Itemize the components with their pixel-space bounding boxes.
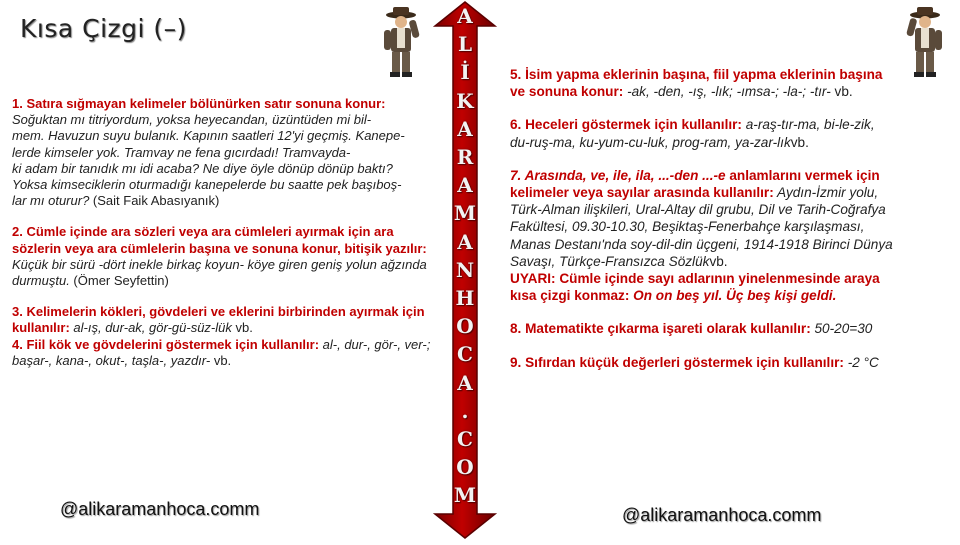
source-citation: (Sait Faik Abasıyanık) — [89, 193, 220, 209]
rule-4-tail: vb. — [210, 352, 232, 368]
warning-note — [510, 270, 898, 304]
example-line: lar mı oturur? — [12, 193, 90, 209]
vertical-letter: M — [453, 201, 477, 226]
rule-8 — [510, 320, 898, 337]
vertical-letter: O — [456, 314, 474, 339]
example-line: mem. Havuzun suyu bulanık. Kapının saatleri 12'yi geçmiş. Kanepe- — [12, 128, 405, 144]
warning-heading: UYARI: Cümle içinde sayı adlarının yinelenmesinde araya kısa çizgi konmaz: — [510, 271, 880, 304]
vertical-letter: K — [456, 88, 474, 113]
social-handle-right: @alikaramanhoca.comm — [622, 505, 822, 525]
left-column — [12, 96, 440, 369]
source-citation: (Ömer Seyfettin) — [69, 273, 169, 289]
rule-6-tail: vb. — [790, 134, 809, 150]
social-handle-left: @alikaramanhoca.comm — [60, 499, 260, 519]
rule-3 — [12, 304, 440, 336]
vertical-letter: İ — [460, 60, 470, 85]
rule-6-examples: a-raş-tır-ma, bi-le-zik, du-ruş-ma, ku-yum-cu-luk, prog-ram, ya-zar-lık — [510, 117, 875, 150]
page-title: Kısa Çizgi (–) — [20, 14, 187, 43]
rule-9 — [510, 354, 898, 371]
example-line: lerde kimseler yok. Tramvay ne fena gıcırdadı! Tramvayda- — [12, 144, 351, 160]
vertical-letter: R — [456, 145, 474, 169]
vertical-letter: N — [455, 257, 475, 282]
rule-7 — [510, 167, 898, 270]
rule-7-tail: vb. — [709, 253, 728, 269]
vertical-letter: A — [457, 4, 473, 28]
rule-2-example — [12, 257, 440, 289]
rule-5-examples: -ak, -den, -ış, -lık; -ımsa-; -la-; -tır- — [623, 84, 831, 100]
cowboy-figure-icon — [376, 6, 426, 78]
rule-6 — [510, 116, 898, 150]
vertical-letter: A — [457, 370, 473, 395]
vertical-letter: A — [457, 229, 473, 254]
example-line: Yoksa kimseciklerin oturmadığı kanepelerde bu saatte pek başıboş- — [12, 177, 402, 193]
example-line: Soğuktan mı titriyordum, yoksa heyecandan, üzüntüden mi bil- — [12, 112, 372, 128]
rule-8-example: 50-20=30 — [810, 321, 873, 337]
warning-example: On on beş yıl. Üç beş kişi geldi. — [629, 288, 837, 304]
vertical-letter: A — [457, 173, 473, 198]
rule-7-heading: anlamlarını vermek için kelimeler veya sayılar arasında kullanılır: — [510, 167, 880, 201]
rule-3-tail: vb. — [231, 320, 253, 336]
rule-1-example — [12, 112, 440, 209]
rule-3-examples: al-ış, dur-ak, gör-gü-süz-lük — [69, 320, 232, 336]
rule-1-heading: 1. Satıra sığmayan kelimeler bölünürken satır sonuna konur: — [12, 96, 386, 111]
rule-5-heading: 5. İsim yapma eklerinin başına, fiil yapma eklerinin başına ve sonuna konur: — [510, 67, 883, 100]
rule-5-tail: vb. — [830, 84, 853, 100]
rule-3-heading: 3. Kelimelerin kökleri, gövdeleri ve eklerini birbirinden ayırmak için kullanılır: — [12, 304, 425, 336]
vertical-letter: C — [457, 342, 473, 367]
rule-4-examples: al-, dur-, gör-, ver-; başar-, kana-, okut-, taşla-, yazdır- — [12, 336, 431, 368]
rule-7-heading-italic: 7. Arasında, ve, ile, ila, ...-den ...-e — [510, 167, 726, 183]
vertical-letter: L — [457, 32, 473, 57]
example-line: ki adam bir tanıdık mı idi acaba? Ne diye öyle dönüp dönüp baktı? — [12, 160, 393, 176]
rule-6-heading: 6. Heceleri göstermek için kullanılır: — [510, 117, 742, 133]
rule-2-heading: 2. Cümle içinde ara sözleri veya ara cümleleri ayırmak için ara sözlerin veya ara cümlelerin başına ve sonuna konur, bitişik yazılır: — [12, 224, 427, 256]
right-column — [510, 66, 898, 371]
vertical-letter: C — [457, 427, 473, 451]
example-line: Küçük bir sürü -dört inekle birkaç koyun- köye giren geniş yolun ağzında durmuştu. — [12, 256, 427, 289]
rule-9-example: -2 °C — [843, 354, 879, 370]
rule-9-heading: 9. Sıfırdan küçük değerleri göstermek için kullanılır: — [510, 354, 844, 370]
vertical-letter: . — [461, 398, 469, 423]
rule-7-examples: Aydın-İzmir yolu, Türk-Alman ilişkileri, Ural-Altay dil grubu, Dil ve Tarih-Coğrafya Fakültesi, 09.30-10.30, Beşiktaş-Fenerbahçe karşılaşması, Manas Destanı'nda soy-dil-din üçgeni, 1914-1918 Birinci Dünya Savaşı, Türkçe-Fransızca Sözlük — [510, 185, 893, 269]
vertical-letter: M — [453, 483, 477, 508]
vertical-letter: H — [455, 286, 475, 310]
rule-8-heading: 8. Matematikte çıkarma işareti olarak kullanılır: — [510, 321, 811, 337]
vertical-letter: A — [457, 116, 473, 141]
vertical-letter: O — [456, 455, 474, 480]
cowboy-figure-icon — [900, 6, 950, 78]
rule-4-heading: 4. Fiil kök ve gövdelerini göstermek için kullanılır: — [12, 336, 320, 352]
rule-4 — [12, 337, 440, 369]
rule-5 — [510, 66, 898, 100]
